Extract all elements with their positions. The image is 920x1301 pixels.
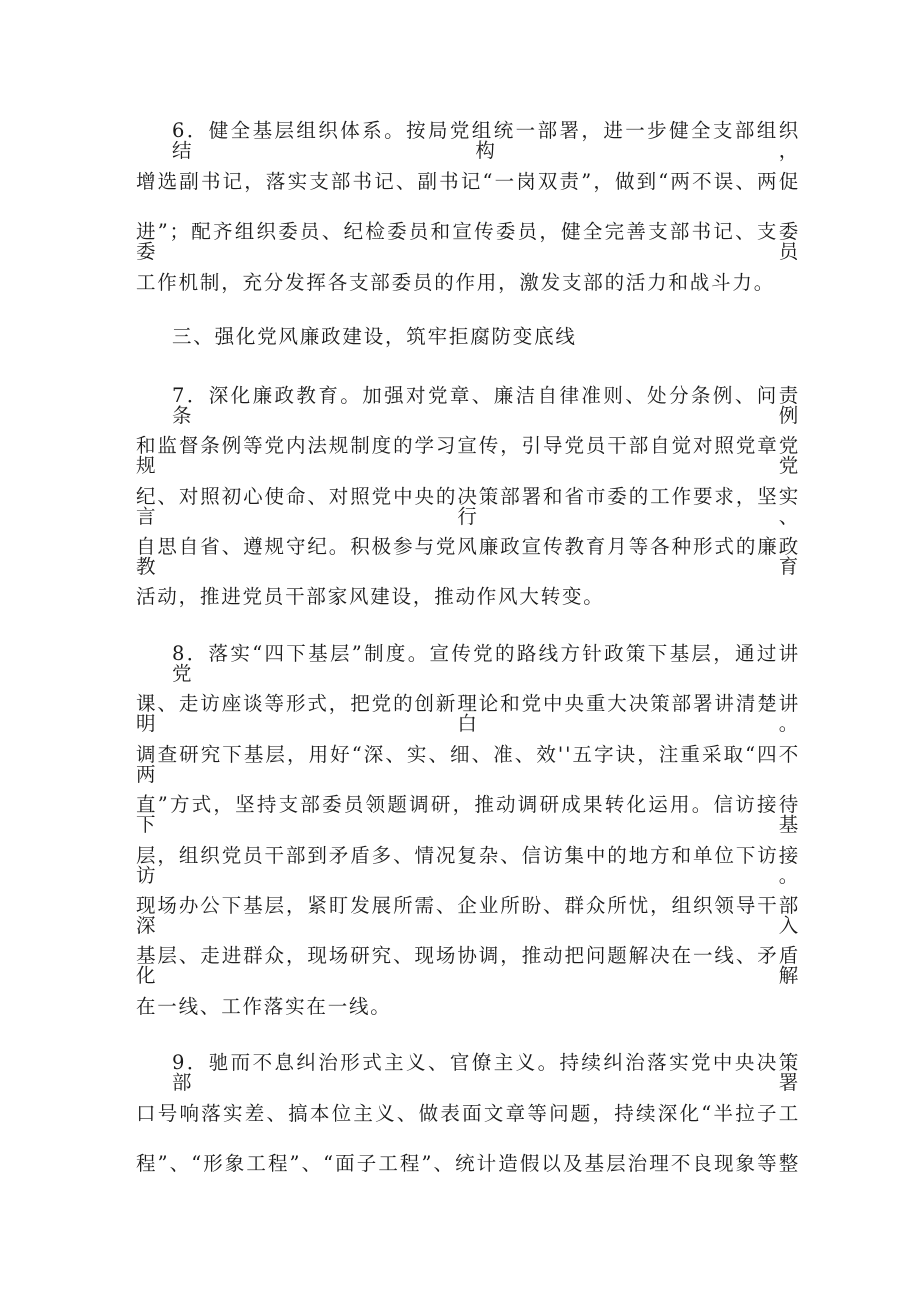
- paragraph-8-line-4: 直”方式，坚持支部委员领题调研，推动调研成果转化运用。信访接待下基: [136, 793, 800, 836]
- paragraph-7-line-3: 纪、对照初心使命、对照党中央的决策部署和省市委的工作要求，坚实言行、: [136, 485, 800, 528]
- paragraph-6-line-1: 6．健全基层组织体系。按局党组统一部署，进一步健全支部组织结构，: [172, 119, 800, 162]
- paragraph-9-line-3: 程”、“形象工程”、“面子工程”、统计造假以及基层治理不良现象等整: [136, 1152, 800, 1175]
- paragraph-9-line-2: 口号响落实差、搞本位主义、做表面文章等问题，持续深化“半拉子工: [136, 1102, 800, 1125]
- paragraph-6-line-2: 增选副书记，落实支部书记、副书记“一岗双责”，做到“两不误、两促: [136, 170, 800, 193]
- paragraph-8-line-8: 在一线、工作落实在一线。: [136, 995, 392, 1018]
- section-heading-3: 三、强化党风廉政建设，筑牢拒腐防变底线: [172, 325, 577, 348]
- paragraph-8-line-1: 8．落实“四下基层”制度。宣传党的路线方针政策下基层，通过讲党: [172, 642, 800, 685]
- paragraph-8-line-7: 基层、走进群众，现场研究、现场协调，推动把问题解决在一线、矛盾化解: [136, 944, 800, 987]
- paragraph-8-line-5: 层，组织党员干部到矛盾多、情况复杂、信访集中的地方和单位下访接访。: [136, 844, 800, 887]
- paragraph-6-line-3: 进”；配齐组织委员、纪检委员和宣传委员，健全完善支部书记、支委委员: [136, 220, 800, 263]
- paragraph-8-line-3: 调查研究下基层，用好“深、实、细、准、效''五字诀，注重采取“四不两: [136, 743, 800, 786]
- paragraph-8-line-2: 课、走访座谈等形式，把党的创新理论和党中央重大决策部署讲清楚讲明白。: [136, 692, 800, 735]
- paragraph-9-line-1: 9．驰而不息纠治形式主义、官僚主义。持续纠治落实党中央决策部署: [172, 1051, 800, 1094]
- paragraph-7-line-1: 7．深化廉政教育。加强对党章、廉洁自律准则、处分条例、问责条例: [172, 384, 800, 427]
- paragraph-7-line-2: 和监督条例等党内法规制度的学习宣传，引导党员干部自觉对照党章党规党: [136, 434, 800, 477]
- paragraph-7-line-4: 自思自省、遵规守纪。积极参与党风廉政宣传教育月等各种形式的廉政教育: [136, 535, 800, 578]
- paragraph-7-line-5: 活动，推进党员干部家风建设，推动作风大转变。: [136, 585, 605, 608]
- paragraph-6-line-4: 工作机制，充分发挥各支部委员的作用，激发支部的活力和战斗力。: [136, 271, 776, 294]
- paragraph-8-line-6: 现场办公下基层，紧盯发展所需、企业所盼、群众所忧，组织领导干部深入: [136, 894, 800, 937]
